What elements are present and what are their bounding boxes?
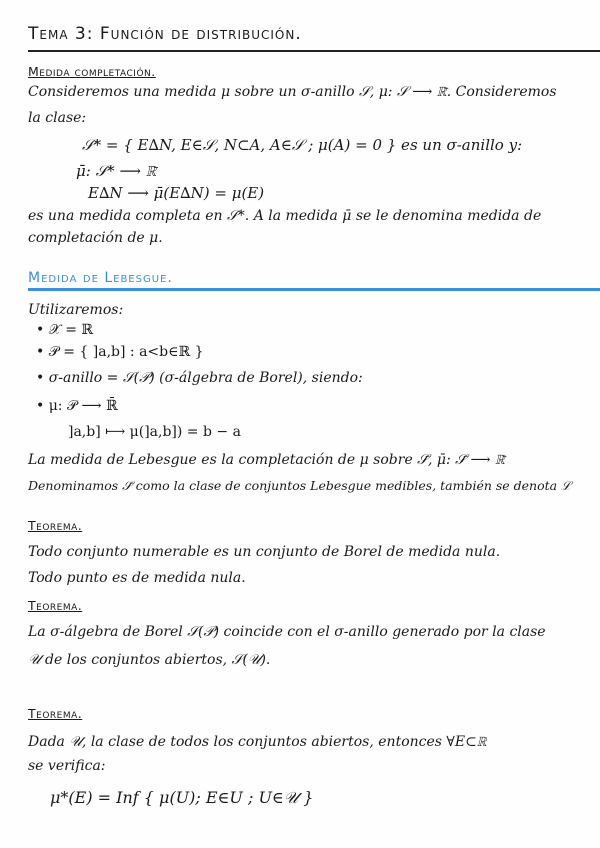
lebesgue-line-1: La medida de Lebesgue es la completación de μ sobre 𝒮̄, μ̄: 𝒮̄ ⟶ ℝ̄ [28,452,505,468]
theorem-3-formula: μ*(E) = Inf { μ(U); E∈U ; U∈𝒰 } [50,788,314,807]
theorem-2-heading: Teorema. [28,598,83,613]
completion-formula-3: E∆N ⟶ μ̄(E∆N) = μ(E) [88,184,265,202]
lebesgue-bullet-1: • 𝒳 = ℝ [36,322,94,338]
lebesgue-bullet-2: • 𝒫 = { ]a,b] : a<b∈ℝ } [36,344,204,360]
title-underline [28,50,600,52]
completion-formula-1: 𝒮* = { E∆N, E∈𝒮, N⊂A, A∈𝒮 ; μ(A) = 0 } es un σ-anillo y: [82,136,523,154]
theorem-3-line-1: Dada 𝒰, la clase de todos los conjuntos abiertos, entonces ∀E⊂ℝ [28,734,487,750]
theorem-1-heading: Teorema. [28,518,83,533]
lebesgue-intro: Utilizaremos: [28,302,124,318]
page-title: Tema 3: Función de distribución. [28,24,302,44]
theorem-1-line-1: Todo conjunto numerable es un conjunto de Borel de medida nula. [28,544,501,560]
theorem-3-line-2: se verifica: [28,758,106,774]
theorem-2-line-2: 𝒰 de los conjuntos abiertos, 𝒮(𝒰). [28,652,271,668]
section-heading-lebesgue: Medida de Lebesgue. [28,270,173,286]
completion-line-1: Consideremos una medida μ sobre un σ-anillo 𝒮, μ: 𝒮 ⟶ ℝ̄. Consideremos [28,84,557,100]
lebesgue-underline [28,288,600,291]
lebesgue-bullet-3: • σ-anillo = 𝒮(𝒫) (σ-álgebra de Borel), siendo: [36,370,363,386]
completion-line-2: la clase: [28,110,87,126]
theorem-1-line-2: Todo punto es de medida nula. [28,570,246,586]
completion-line-3: es una medida completa en 𝒮*. A la medida μ̄ se le denomina medida de [28,208,542,224]
lebesgue-bullet-4b: ]a,b] ⟼ μ(]a,b]) = b − a [68,424,241,440]
completion-formula-2: μ̄: 𝒮* ⟶ ℝ̄ [76,162,157,180]
theorem-3-heading: Teorema. [28,706,83,721]
lebesgue-bullet-4: • μ: 𝒫 ⟶ ℝ̄ [36,398,118,414]
theorem-2-line-1: La σ-álgebra de Borel 𝒮(𝒫) coincide con el σ-anillo generado por la clase [28,624,546,640]
lebesgue-line-2: Denominamos 𝒮̄ como la clase de conjuntos Lebesgue medibles, también se denota ℒ [28,478,571,493]
section-heading-completion: Medida completación. [28,64,156,79]
completion-line-4: completación de μ. [28,230,163,246]
